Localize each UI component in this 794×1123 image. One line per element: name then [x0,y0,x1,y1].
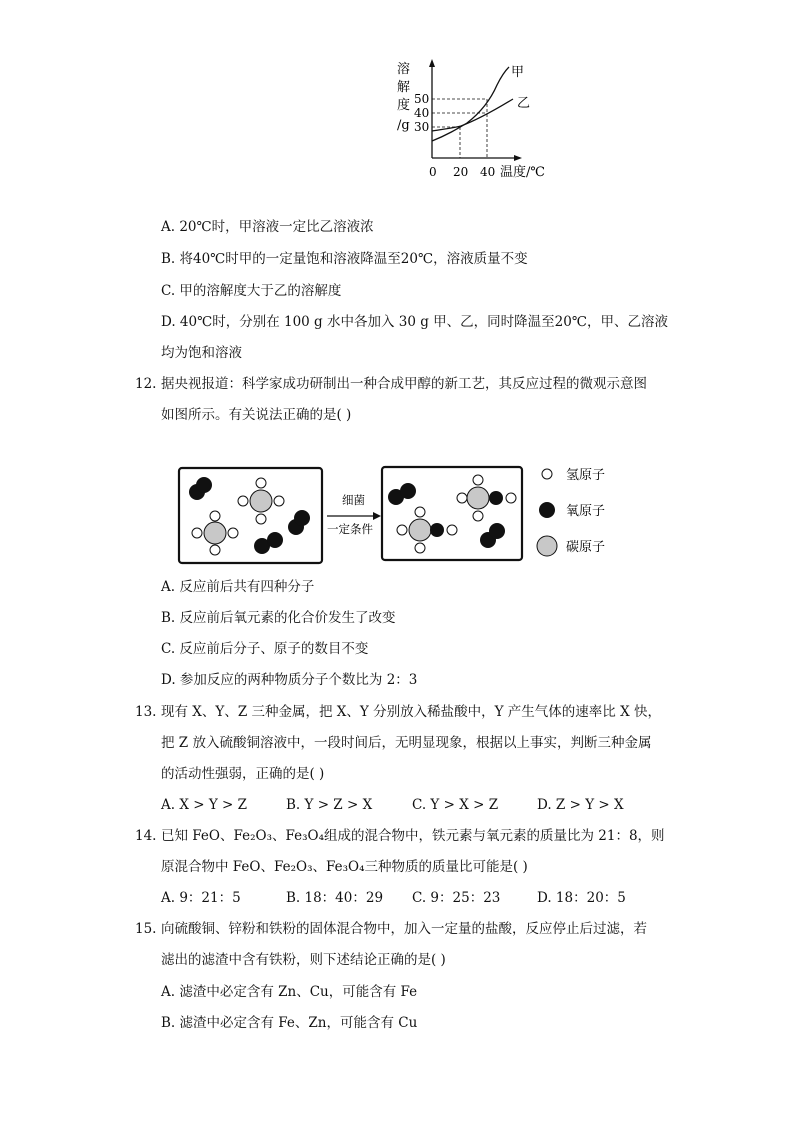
hydrogen-atom [397,525,407,535]
hydrogen-atom [506,493,516,503]
q11-option-c: C. 甲的溶解度大于乙的溶解度 [161,283,342,299]
carbon-atom [409,519,431,541]
y-axis-label-char: 度 [397,98,411,113]
x-tick-label: 0 [429,165,437,179]
x-axis-label: 温度/℃ [500,165,545,180]
carbon-atom [250,490,272,512]
hydrogen-atom [415,507,425,517]
q11-option-d-line1: D. 40℃时，分别在 100 g 水中各加入 30 g 甲、乙，同时降温至20℃，甲、乙溶液 [161,314,668,330]
x-tick-label: 20 [453,165,469,179]
q11-option-b: B. 将40℃时甲的一定量饱和溶液降温至20℃，溶液质量不变 [161,251,528,267]
oxygen-atom [489,523,505,539]
q13-option-a: A. X > Y > Z [161,797,248,813]
legend-oxygen-label: 氧原子 [566,504,606,519]
hydrogen-atom [415,543,425,553]
hydrogen-atom [447,525,457,535]
series-label-yi: 乙 [517,96,531,111]
y-tick-label: 50 [414,92,430,106]
q14-option-b: B. 18：40：29 [286,890,384,906]
hydrogen-atom [210,545,220,555]
legend-hydrogen-icon [542,469,552,479]
hydrogen-atom [274,496,284,506]
hydrogen-atom [256,514,266,524]
y-axis-label-char: 解 [397,80,411,95]
oxygen-atom [267,532,283,548]
arrow-condition-top: 细菌 [342,493,365,507]
carbon-atom [204,522,226,544]
hydrogen-atom [238,496,248,506]
q12-option-b: B. 反应前后氧元素的化合价发生了改变 [161,610,396,626]
hydrogen-atom [457,493,467,503]
reaction-arrowhead [373,512,381,520]
y-tick-label: 30 [414,120,430,134]
q12-number: 12. [135,376,157,392]
hydrogen-atom [473,511,483,521]
oxygen-atom [489,491,503,505]
q11-option-d-line2: 均为饱和溶液 [161,345,242,361]
legend-carbon-label: 碳原子 [566,540,606,555]
q15-number: 15. [135,921,157,937]
q14-option-a: A. 9：21：5 [161,890,241,906]
q13-option-d: D. Z > Y > X [537,797,624,813]
oxygen-atom [400,483,416,499]
q12-option-d: D. 参加反应的两种物质分子个数比为 2：3 [161,672,418,688]
q15-option-b: B. 滤渣中必定含有 Fe、Zn，可能含有 Cu [161,1015,418,1031]
q12-option-a: A. 反应前后共有四种分子 [161,579,315,595]
q15-stem-line1: 向硫酸铜、锌粉和铁粉的固体混合物中，加入一定量的盐酸，反应停止后过滤，若 [161,921,647,937]
reaction-diagram [175,460,620,570]
oxygen-atom [196,477,212,493]
products-box [382,467,522,560]
q13-option-b: B. Y > Z > X [286,797,373,813]
y-axis-label-char: /g [397,118,410,133]
q11-option-a: A. 20℃时，甲溶液一定比乙溶液浓 [161,219,374,235]
q12-option-c: C. 反应前后分子、原子的数目不变 [161,641,369,657]
y-axis-arrow [429,59,435,67]
y-tick-label: 40 [414,106,430,120]
q14-option-d: D. 18：20：5 [537,890,626,906]
q13-number: 13. [135,704,157,720]
q14-stem-line1: 已知 FeO、Fe₂O₃、Fe₃O₄组成的混合物中，铁元素与氧元素的质量比为 21：8，则 [161,828,665,844]
y-axis-label-char: 溶 [397,62,411,77]
q12-stem-line1: 据央视报道：科学家成功研制出一种合成甲醇的新工艺，其反应过程的微观示意图 [161,376,647,392]
series-yi-curve [432,99,513,131]
x-tick-label: 40 [480,165,496,179]
q15-option-a: A. 滤渣中必定含有 Zn、Cu，可能含有 Fe [161,984,418,1000]
hydrogen-atom [228,528,238,538]
solubility-graph [385,55,560,185]
oxygen-atom [430,523,444,537]
hydrogen-atom [256,478,266,488]
x-axis-arrow [514,155,522,161]
carbon-atom [467,487,489,509]
q13-option-c: C. Y > X > Z [412,797,499,813]
q14-option-c: C. 9：25：23 [412,890,501,906]
legend-oxygen-icon [539,502,555,518]
q13-stem-line3: 的活动性强弱，正确的是( ) [161,766,325,782]
arrow-condition-bottom: 一定条件 [327,522,373,536]
oxygen-atom [294,510,310,526]
legend-carbon-icon [537,536,557,556]
hydrogen-atom [192,528,202,538]
q12-stem-line2: 如图所示。有关说法正确的是( ) [161,407,352,423]
q13-stem-line2: 把 Z 放入硫酸铜溶液中，一段时间后，无明显现象，根据以上事实，判断三种金属 [161,735,652,751]
hydrogen-atom [210,511,220,521]
q15-stem-line2: 滤出的滤渣中含有铁粉，则下述结论正确的是( ) [161,952,446,968]
q14-number: 14. [135,828,157,844]
hydrogen-atom [473,475,483,485]
legend-hydrogen-label: 氢原子 [566,468,606,483]
series-label-jia: 甲 [511,65,525,80]
q14-stem-line2: 原混合物中 FeO、Fe₂O₃、Fe₃O₄三种物质的质量比可能是( ) [161,859,528,875]
q13-stem-line1: 现有 X、Y、Z 三种金属，把 X、Y 分别放入稀盐酸中，Y 产生气体的速率比 X 快， [161,704,661,720]
